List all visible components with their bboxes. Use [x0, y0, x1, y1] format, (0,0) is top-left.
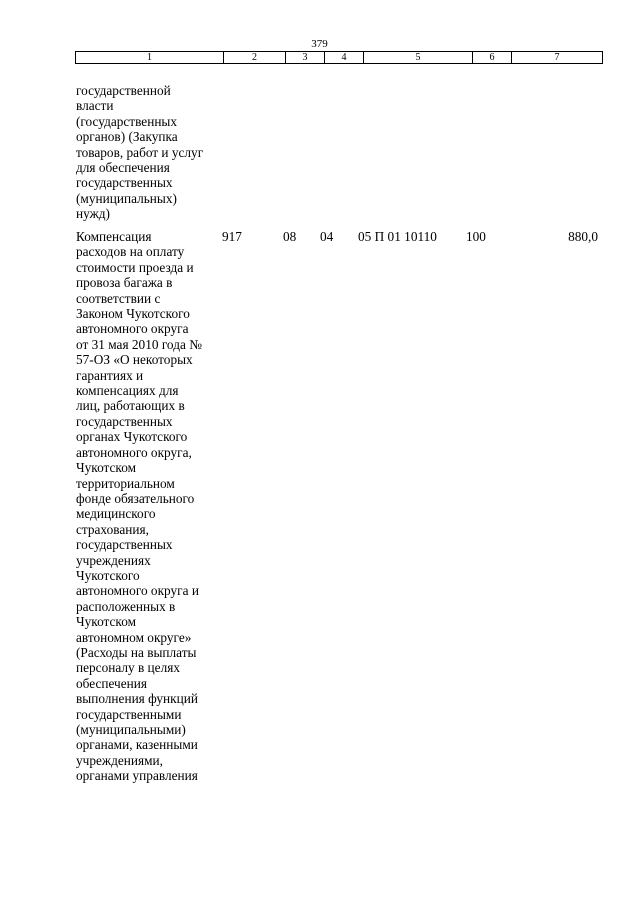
text-line: органов) (Закупка	[76, 129, 178, 145]
text-line: выполнения функций	[76, 691, 198, 707]
text-line: (государственных	[76, 113, 178, 129]
text-line: (Расходы на выплаты	[76, 644, 197, 660]
text-line: стоимости проезда и	[76, 259, 194, 275]
text-line: фонде обязательного	[76, 490, 195, 506]
text-line: государственной	[76, 83, 171, 98]
text-line: лиц, работающих в	[76, 398, 185, 414]
text-line: территориальном	[76, 475, 175, 491]
text-line: обеспечения	[76, 675, 147, 691]
header-col-2: 2	[224, 52, 286, 64]
header-col-3: 3	[286, 52, 325, 64]
text-line: расходов на оплату	[76, 244, 185, 260]
header-col-7: 7	[512, 52, 603, 64]
text-line: соответствии с	[76, 290, 161, 306]
text-line: органами, казенными	[76, 737, 198, 753]
text-line: (муниципальными)	[76, 722, 186, 737]
row-col-3: 08	[283, 229, 297, 244]
table-header	[75, 51, 603, 64]
text-line: 57-ОЗ «О некоторых	[76, 352, 193, 368]
row-name-text	[76, 229, 226, 784]
row-col-5: 05 П 01 10110	[358, 229, 437, 244]
prev-row-text	[76, 83, 226, 222]
text-line: автономного округа,	[76, 444, 192, 460]
text-line: товаров, работ и услуг	[76, 144, 204, 160]
text-line: Компенсация	[76, 229, 152, 244]
text-line: автономного округа	[76, 321, 189, 337]
text-line: расположенных в	[76, 598, 176, 614]
header-col-1: 1	[76, 52, 224, 64]
text-line: Чукотском	[76, 460, 137, 476]
text-line: медицинского	[76, 506, 156, 522]
text-line: нужд)	[76, 206, 110, 222]
text-line: государственных	[76, 413, 173, 429]
text-line: от 31 мая 2010 года №	[76, 336, 202, 352]
text-line: учреждениях	[76, 552, 151, 568]
text-line: автономном округе»	[76, 629, 192, 645]
text-line: Чукотском	[76, 614, 137, 630]
page-number: 379	[311, 38, 328, 50]
text-line: государственных	[76, 537, 173, 553]
text-line: учреждениями,	[76, 752, 163, 768]
text-line: страхования,	[76, 521, 149, 537]
text-line: компенсациях для	[76, 383, 179, 399]
text-line: органах Чукотского	[76, 429, 188, 445]
text-line: органами управления	[76, 768, 198, 784]
text-line: гарантиях и	[76, 367, 144, 383]
text-line: власти	[76, 98, 114, 114]
text-line: Законом Чукотского	[76, 306, 190, 322]
text-line: (муниципальных)	[76, 190, 177, 206]
row-col-6: 100	[466, 229, 486, 244]
row-col-4: 04	[320, 229, 334, 244]
header-col-6: 6	[473, 52, 512, 64]
text-line: провоза багажа в	[76, 275, 173, 291]
text-line: государственных	[76, 175, 173, 191]
header-col-4: 4	[325, 52, 364, 64]
text-line: персоналу в целях	[76, 660, 180, 676]
text-line: для обеспечения	[76, 160, 170, 176]
header-col-5: 5	[364, 52, 473, 64]
row-col-2: 917	[222, 229, 242, 244]
text-line: Чукотского	[76, 567, 140, 583]
text-line: автономного округа и	[76, 583, 199, 599]
row-col-7: 880,0	[568, 229, 598, 244]
text-line: государственными	[76, 706, 182, 722]
